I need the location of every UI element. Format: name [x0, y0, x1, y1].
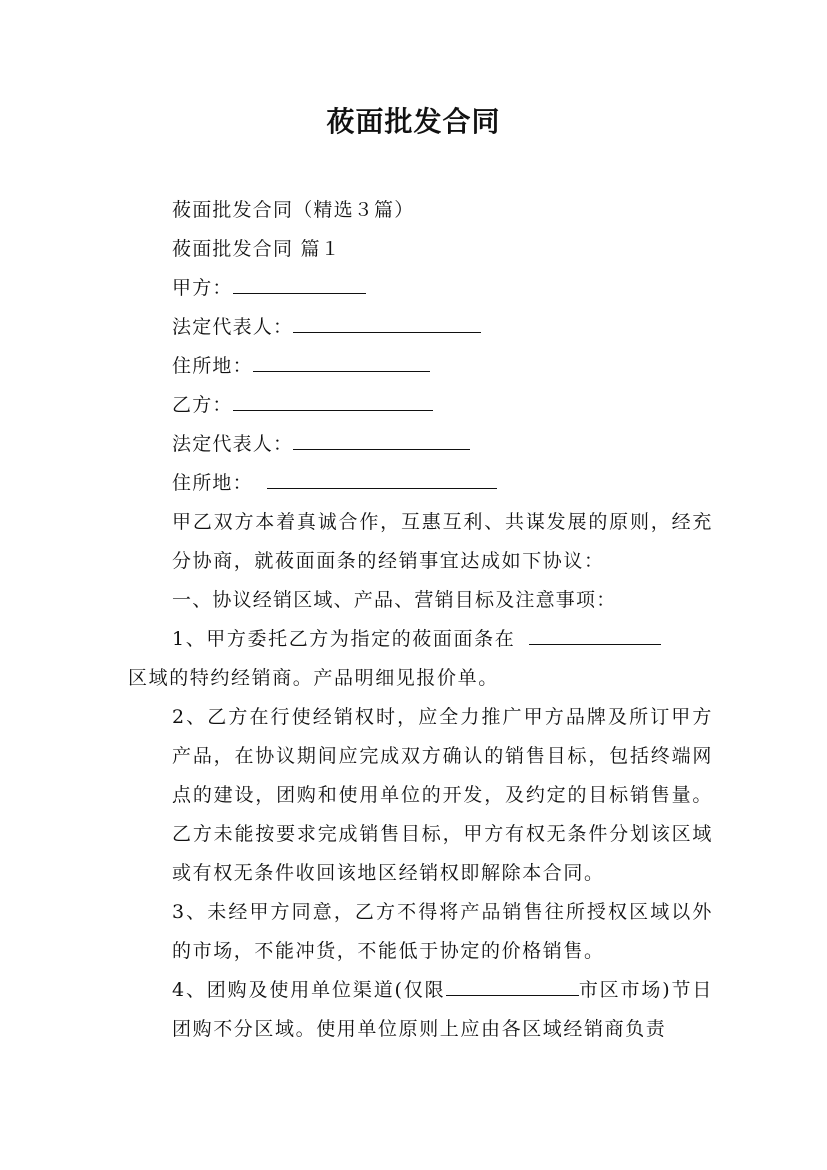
party-a-blank: [233, 274, 366, 294]
clause-2: [128, 698, 713, 893]
clause-heading: 一、协议经销区域、产品、营销目标及注意事项：: [172, 589, 617, 611]
party-a-rep-blank: [293, 313, 481, 333]
party-a-address-label: 住所地：: [172, 355, 253, 377]
document-title: 莜面批发合同: [326, 105, 501, 138]
party-b-rep-blank: [293, 430, 470, 450]
clause-4: [128, 971, 713, 1049]
clause-4-text-b-inline: 市区市场)节日团购不分区域。使用单位原则上应由各区域经销商负责: [172, 979, 713, 1040]
party-a-address-blank: [253, 352, 430, 372]
party-b-rep-label: 法定代表人：: [172, 433, 294, 455]
party-a-label: 甲方：: [172, 277, 233, 299]
party-b-blank: [233, 391, 433, 411]
clause-1-region-blank: [529, 625, 661, 645]
clause-3-text: 3、未经甲方同意，乙方不得将产品销售往所授权区域以外的市场，不能冲货，不能低于协定的价格销售。: [172, 901, 713, 962]
party-a-address-line: [128, 347, 752, 386]
party-b-label: 乙方：: [172, 394, 233, 416]
section-heading: 莜面批发合同 篇１: [172, 238, 341, 260]
intro-paragraph: [128, 503, 713, 581]
clause-3: [128, 893, 713, 971]
clause-4-city-blank: [446, 976, 579, 996]
clause-1-line-1: [128, 620, 713, 659]
document-subtitle: 莜面批发合同（精选３篇）: [172, 199, 415, 221]
party-b-line: [128, 386, 752, 425]
clause-1: [128, 620, 713, 698]
clause-1-text-b: 区域的特约经销商。产品明细见报价单。: [128, 667, 499, 689]
party-a-rep-line: [128, 308, 752, 347]
clause-4-text-a: 4、团购及使用单位渠道(仅限: [172, 979, 446, 1001]
party-a-line: [128, 269, 752, 308]
clause-4-line-1: [128, 971, 713, 1049]
party-b-address-label: 住所地：: [172, 472, 253, 494]
party-b-rep-line: [128, 425, 752, 464]
clause-1-text-a: 1、甲方委托乙方为指定的莜面面条在: [172, 628, 516, 650]
intro-paragraph-text: 甲乙双方本着真诚合作，互惠互利、共谋发展的原则，经充分协商，就莜面面条的经销事宜达成如下协议：: [172, 511, 713, 572]
party-a-rep-label: 法定代表人：: [172, 316, 294, 338]
clause-2-text: 2、乙方在行使经销权时，应全力推广甲方品牌及所订甲方产品，在协议期间应完成双方确认的销售目标，包括终端网点的建设，团购和使用单位的开发，及约定的目标销售量。乙方未能按要求完成销售目标，甲方有权无条件分划该区域或有权无条件收回该地区经销权即解除本合同。: [172, 706, 713, 884]
party-b-address-line: [128, 464, 752, 503]
party-b-address-blank: [267, 469, 497, 489]
